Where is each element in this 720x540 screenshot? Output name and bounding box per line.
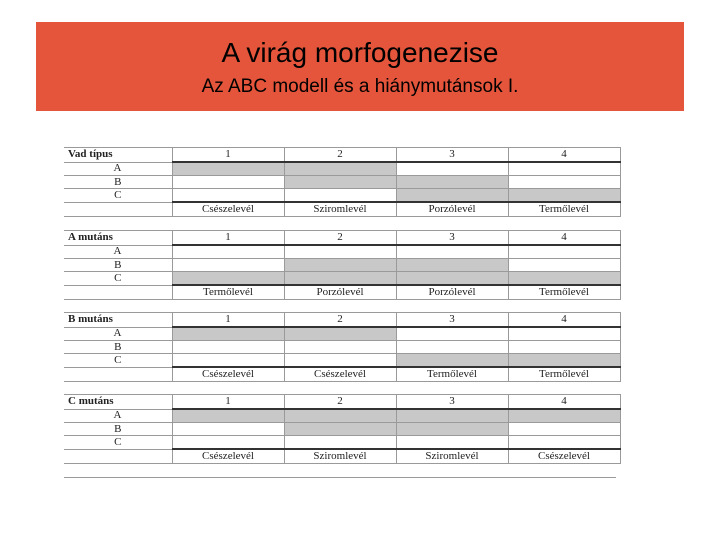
gene-cell xyxy=(396,162,508,176)
gene-cell xyxy=(396,272,508,286)
gene-cell xyxy=(284,162,396,176)
organ-label: Csészelevél xyxy=(508,449,620,464)
wild-type-table xyxy=(64,147,616,217)
gene-cell xyxy=(396,327,508,341)
column-number: 4 xyxy=(508,148,620,163)
table-name: C mutáns xyxy=(64,395,172,410)
column-number: 1 xyxy=(172,313,284,328)
column-number: 4 xyxy=(508,313,620,328)
title-banner xyxy=(36,22,684,111)
column-number: 2 xyxy=(284,395,396,410)
table-name: A mutáns xyxy=(64,231,172,246)
gene-label: C xyxy=(64,436,172,450)
a-mutant-table xyxy=(64,230,616,300)
gene-cell xyxy=(284,327,396,341)
gene-cell xyxy=(508,176,620,189)
gene-cell xyxy=(284,245,396,259)
gene-cell xyxy=(508,327,620,341)
gene-cell xyxy=(284,409,396,423)
column-number: 1 xyxy=(172,395,284,410)
gene-cell xyxy=(396,259,508,272)
gene-cell xyxy=(396,189,508,203)
gene-label: A xyxy=(64,245,172,259)
column-number: 2 xyxy=(284,313,396,328)
gene-cell xyxy=(172,354,284,368)
c-mutant-table xyxy=(64,394,616,464)
organ-label: Termőlevél xyxy=(508,367,620,382)
gene-cell xyxy=(284,423,396,436)
gene-cell xyxy=(508,341,620,354)
column-number: 1 xyxy=(172,148,284,163)
gene-cell xyxy=(508,245,620,259)
gene-cell xyxy=(508,189,620,203)
gene-cell xyxy=(508,354,620,368)
gene-cell xyxy=(396,176,508,189)
organ-label: Porzólevél xyxy=(396,202,508,217)
gene-cell xyxy=(396,423,508,436)
gene-cell xyxy=(172,272,284,286)
gene-cell xyxy=(284,436,396,450)
gene-label: B xyxy=(64,423,172,436)
column-number: 4 xyxy=(508,231,620,246)
gene-cell xyxy=(396,436,508,450)
column-number: 4 xyxy=(508,395,620,410)
column-number: 3 xyxy=(396,231,508,246)
gene-cell xyxy=(172,259,284,272)
organ-label: Termőlevél xyxy=(172,285,284,300)
column-number: 2 xyxy=(284,231,396,246)
gene-cell xyxy=(508,162,620,176)
organ-label: Sziromlevél xyxy=(284,449,396,464)
gene-cell xyxy=(172,341,284,354)
organ-label: Csészelevél xyxy=(172,202,284,217)
bottom-divider xyxy=(64,477,616,478)
gene-cell xyxy=(396,341,508,354)
gene-label: B xyxy=(64,341,172,354)
column-number: 3 xyxy=(396,395,508,410)
column-number: 1 xyxy=(172,231,284,246)
gene-cell xyxy=(172,189,284,203)
column-number: 3 xyxy=(396,313,508,328)
gene-label: A xyxy=(64,409,172,423)
table-name: B mutáns xyxy=(64,313,172,328)
slide-subtitle: Az ABC modell és a hiánymutánsok I. xyxy=(201,76,519,97)
gene-label: C xyxy=(64,354,172,368)
gene-label: A xyxy=(64,162,172,176)
organ-label: Csészelevél xyxy=(172,367,284,382)
gene-cell xyxy=(172,327,284,341)
gene-cell xyxy=(172,245,284,259)
gene-cell xyxy=(508,423,620,436)
gene-cell xyxy=(172,409,284,423)
organ-label: Termőlevél xyxy=(508,202,620,217)
gene-cell xyxy=(396,354,508,368)
gene-label: C xyxy=(64,189,172,203)
gene-cell xyxy=(284,272,396,286)
gene-cell xyxy=(396,245,508,259)
gene-cell xyxy=(284,341,396,354)
gene-label: A xyxy=(64,327,172,341)
organ-label: Termőlevél xyxy=(508,285,620,300)
gene-cell xyxy=(172,436,284,450)
gene-cell xyxy=(172,176,284,189)
gene-label: B xyxy=(64,259,172,272)
slide-title: A virág morfogenezise xyxy=(221,37,499,68)
gene-label: B xyxy=(64,176,172,189)
gene-cell xyxy=(508,272,620,286)
gene-cell xyxy=(396,409,508,423)
gene-cell xyxy=(284,176,396,189)
gene-cell xyxy=(172,162,284,176)
gene-cell xyxy=(284,259,396,272)
organ-label: Sziromlevél xyxy=(284,202,396,217)
table-name: Vad típus xyxy=(64,148,172,163)
gene-cell xyxy=(284,354,396,368)
organ-label: Porzólevél xyxy=(284,285,396,300)
gene-label: C xyxy=(64,272,172,286)
organ-label: Sziromlevél xyxy=(396,449,508,464)
organ-label: Csészelevél xyxy=(284,367,396,382)
gene-cell xyxy=(508,259,620,272)
gene-cell xyxy=(284,189,396,203)
organ-label: Porzólevél xyxy=(396,285,508,300)
gene-cell xyxy=(508,409,620,423)
organ-label: Csészelevél xyxy=(172,449,284,464)
gene-cell xyxy=(172,423,284,436)
column-number: 2 xyxy=(284,148,396,163)
column-number: 3 xyxy=(396,148,508,163)
organ-label: Termőlevél xyxy=(396,367,508,382)
b-mutant-table xyxy=(64,312,616,382)
gene-cell xyxy=(508,436,620,450)
